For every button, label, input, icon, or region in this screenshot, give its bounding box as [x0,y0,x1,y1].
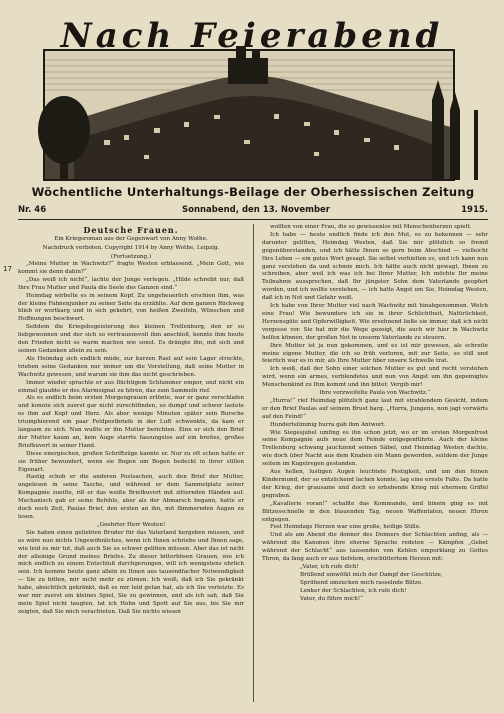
right-column [262,224,488,702]
poem-line: Lenker der Schlachten, ich rufe dich! [300,587,407,594]
paragraph: Hastig schob er die anderen Postsachen, auch den Brief der Mutter, ungelesen in seine Tasche, und während er dem Sammelplatz seiner Kompagnie zueilte, riß er das weiße Briefkuvert mit zitternden Händen auf. Mechanisch gab er seine Befehle, aber als der Abmarsch begann, hatte er doch noch Zeit, Paulas Brief, den ersten an ihn, mit flimmernden Augen zu lesen. [18,474,244,520]
paragraph: wollten von einer Frau, die so gewissenlos mit Menschenherzen spielt. [270,224,472,230]
story-title: Deutsche Frauen. [83,225,179,235]
paragraph: Diese energischen, großen Schriftzüge kannte er. Nur zu oft schon hatte er sie früher bewundert, wenn sie Bogen um Bogen bedeckt in ihrer stillen Eigenart. [18,450,244,473]
poem-line: Sprühend umzucken mich rasselnde Blitze. [300,579,423,586]
poem-line: Brüllend umwölkt mich der Dampf der Geschütze, [300,571,443,578]
margin-number: 17 [3,265,12,273]
masthead [14,10,490,188]
paragraph: Aus hellen, lustigen Augen leuchtete Festigkeit, und um den feinen Kindermund, der so entzückend lachen konnte, lag eine ernste Falte. Da hatte der Krieg, der grausame und doch so erhebende Krieg mit ehernem Griffel gegraben. [262,469,488,499]
story-byline: Ein Kriegsroman aus der Gegenwart von Anny Wothe. [54,236,208,242]
paragraph: Ich weiß, daß der Sohn einer solchen Mutter es gut und recht verstehen wird, wenn ein armes, verblendetes und nun von Angst um ihn gepeinigtes Menschenkind zu Ihm kommt und ihn bittet: Vergib mir! [262,366,488,389]
continuation-label: (Fortsetzung.) [110,254,152,260]
masthead-title: Nach Feierabend [60,16,444,56]
issue-number: Nr. 46 [18,205,47,215]
paragraph: Seitdem die Kriegsbegeisterung des kleinen Trellenburg, den er so liebgewonnen und der sich so vertrauensvoll ihm anschloß, konnte ihm heute den Frieden nicht so warm machen wie sonst. Es drängte ihn, mit sich und seinen Gedanken allein zu sein. [18,324,244,354]
paragraph: „Das weiß ich nicht“, lachte der Junge verlegen. „Hilde schreibt nur, daß Ihre Frau Mutter und Paula die Seele des Ganzen sind.“ [18,276,244,291]
paragraph: Ich habe — heute endlich finde ich den Mut, es zu bekennen — sehr darunter gelitten, Heimdag Westen, daß Sie mir plötzlich so fremd gegenüberstanden, und ich hätte Ihnen so gern beim Abschied — vielleicht fürs Leben — ein gutes Wort gesagt. Sie selbst verhielten es, und ich kann nun ganz verstehen da und schmie mich. Ich hätte auch nicht gewagt, Ihnen zu schreiben, aber weil ich was ich bei Ihrer Mutter, Ich möchte Ihr meine Teilnahme aussprechen, daß Ihr jüngster Sohn dem Vaterlande geopfert worden, und ich wollte verstehen, — ich hatte Angst um Sie, Heimdag Westen, daß ich in Not und Gefahr weiß. [262,231,488,302]
paragraph: Ihre Mutter ist ja nun gekommen, und es ist mir gewesen, als schreite meine eigene Mutter, die ich so früh verloren, mit zur Seite, so still und feierlich war es in mir, als Ihre Mutter über unsere Schwelle trat. [262,342,488,365]
paragraph: Als es endlich beim ersten Morgengrauen ertönte, war er ganz verschlafen und konnte sich zuerst gar nicht zurechtfinden, so dumpf und schwer lastete es ihm auf Kopf und Herz. Als aber wenige Minuten später sein Bursche triumphierend ein paar Feldpostbriefe in der Luft schwenkte, da kam er langsam zu sich. Nun wußte er ihn Mutter berichten. Eine er sich den Brief der Mutter kaum an, kein Auge starrte fassungslos auf ein breites, großes Briefkuvert in seiner Hand. [18,395,244,449]
story-rights: Nachdruck verboten. Copyright 1914 by Anny Wothe, Leipzig. [42,244,220,251]
letter-signature: Ihre verzweifelte Paula von Wachwitz.“ [319,390,431,397]
poem-line: Vater, du führe mich!“ [300,595,363,602]
issue-year: 1915. [461,205,488,215]
paragraph: „Hurra!“ rief Heimdag plötzlich ganz laut mit strahlendem Gesicht, indem er den Brief Paulas auf seinem Brust barg. „Hurra, Jungens, nun jagt vorwärts auf den Feind!“ [262,397,488,420]
letter-salutation: „Geehrter Herr Westen! [96,521,166,528]
paragraph: Heimdag wirbelte es in seinem Kopf. Zu ungeheuerlich erschien ihm, was der kleine Fahnenjunker zu seiner Seite da erzählte. Auf dem ganzen Rückweg blieb er wortkarg und in sich gekehrt, von heißen Zweifeln, Wünschen und Hoffnungen beschwert. [18,292,244,323]
masthead-subtitle: Wöchentliche Unterhaltungs-Beilage der Oberhessischen Zeitung [31,185,475,199]
paragraph: „Meine Mutter in Wachwitz?“ fragte Westen erblassend. „Mein Gott, wie kommt sie denn dahin?“ [18,261,244,275]
paragraph: Sie haben einen geliebten Bruder für das Vaterland hergeben müssen, und es wäre nun nichts Ungewöhnliches, wenn ich Ihnen schriebe und Ihnen sage, wie leid es mir tut, daß auch Sie so schwer gelitten müssen. Aber das ist nicht der alleinige Grund meines Briefes. Zu dieser bitterbösen Grauen, wie ich mich endlich zu einem Entschluß durchgerungen, will ich wenigstens ehrlich sein. Ich komme heute ganz allein zu Ihnen aus tausendfacher Notwendigkeit — Sie zu bitten, mir nicht mehr zu zürnen. Ich weiß, daß ich Sie gekränkt habe, absichtlich gekränkt, daß es mir leid getan hat, als ich Sie verletzte. Es war mir zuerst ein kleines Spiel, Sie zu gewinnen, und als ich sah, daß Sie mein Spiel nicht taugten, tat ich Hohn und Spott auf Sie aus, bis Sie mir zeigten, daß Sie mich verachteten. Daß Sie nichts wissen [18,529,244,615]
left-column [18,224,244,702]
paragraph: Als Heimdag sich endlich müde, zur kurzen Rast auf sein Lager streckte, trieben seine Gedanken nur immer um die Vorstellung, daß seine Mutter in Wachwitz gewesen, und warum sie ihm das nicht geschrieben. [18,355,244,378]
paragraph: Ich habe von Ihrer Mutter viel nach Wachwitz mit hinabgenommen. Welch eine Frau! Wie bewundere ich sie in ihrer Schlichtheit, Natürlichkeit, Herzensgüte und Opferwilligkeit. Wie ersehnend ließe sie immer, daß ich nicht vergesse vor. Sie hat mir die Wege gezeigt, die auch wir hier in Wachwitz helfen können, der großen Not in unserm Vaterlande zu steuern. [262,303,488,341]
issue-info-bar [18,205,488,220]
paragraph: Und als am Abend die donner des Donners der Schlachten anfing, als — während die Kanonen ihre eherne Sprache redeten — Kämpfen „Gebet während der Schlacht“ aus tausenden von Kehlen emporklang zu Gottes Thron, da fang auch er aus tiefstem, erschüttertem Herzen mit: [262,532,488,563]
paragraph: Wie Siegesjubel umfing es ihn schon jetzt, wo er im ersten Morgenfrost seine Kompagnie aufs neue dem Feinde entgegenführte. Auch der kleine Trellenburg schwang jauchzend seinen Säbel, und Heimdag Westen dachte, wie doch über Nacht aus dem Knaben ein Mann geworden, seitdem der Junge seitem im Kugelregen gestanden. [262,429,488,468]
paragraph: Immer wieder sprachte er aus flüchtigem Schlummer empor, und nicht ein einmal glaubte er des Alarmsignal zu hören, das zum Sammeln rief. [18,379,244,394]
paragraph: Hundertstimmig hurra gab ihm Antwort. [270,421,386,428]
poem-line: „Vater, ich rufe dich! [300,563,359,570]
issue-date: Sonnabend, den 13. November [181,205,330,215]
paragraph: „Kavallerie voran!“ schallte das Kommando, und hinein ging es mit Blitzesschnelle in den blauenden Tag, neuen Waffentaten, neuen Ehren entgegen. [262,500,488,523]
paragraph: Fest Heimdags Herzen war eine große, heilige Stille. [270,524,421,531]
column-divider [253,224,254,702]
